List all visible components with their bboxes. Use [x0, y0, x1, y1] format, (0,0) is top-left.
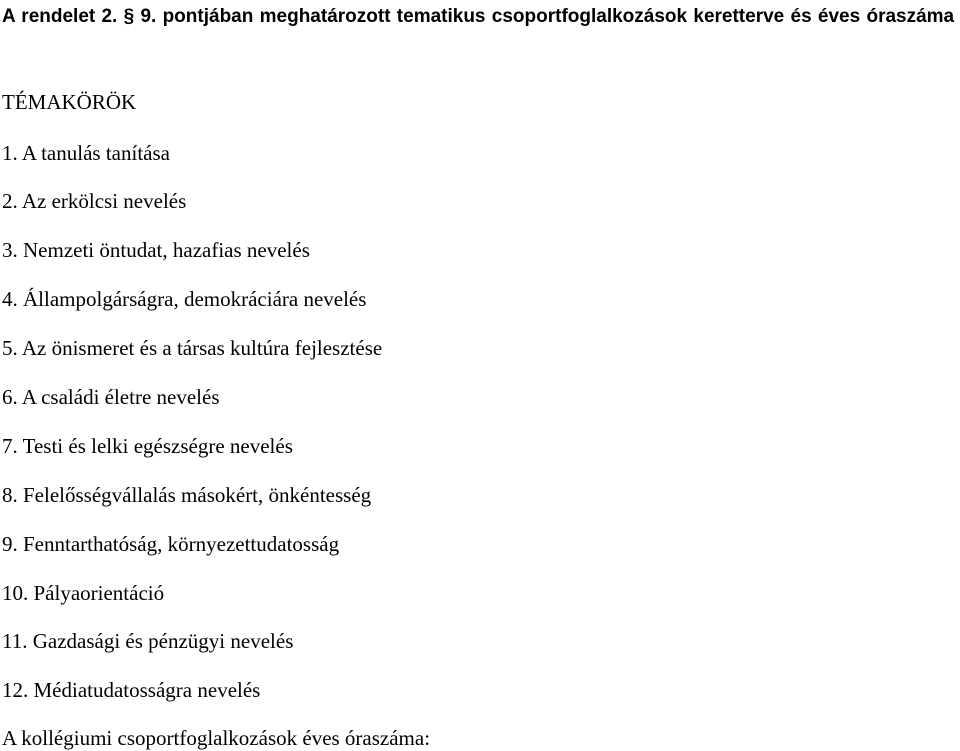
- topic-item: 10. Pályaorientáció: [2, 581, 165, 605]
- topic-item: 6. A családi életre nevelés: [2, 385, 220, 409]
- topic-item: 5. Az önismeret és a társas kultúra fejlesztése: [2, 336, 383, 360]
- topic-item: 9. Fenntarthatóság, környezettudatosság: [2, 532, 340, 556]
- document-heading: A rendelet 2. § 9. pontjában meghatározott tematikus csoportfoglalkozások keretterve és éves óraszáma: [2, 6, 955, 27]
- topic-item: 2. Az erkölcsi nevelés: [2, 189, 187, 213]
- topics-title: TÉMAKÖRÖK: [2, 90, 137, 114]
- topic-item: 7. Testi és lelki egészségre nevelés: [2, 434, 293, 458]
- topic-item: 1. A tanulás tanítása: [2, 141, 170, 165]
- topic-item: 8. Felelősségvállalás másokért, önkéntesség: [2, 483, 372, 507]
- topic-item: 12. Médiatudatosságra nevelés: [2, 678, 261, 702]
- annual-hours-label: A kollégiumi csoportfoglalkozások éves óraszáma:: [2, 726, 431, 750]
- topic-item: 4. Állampolgárságra, demokráciára nevelés: [2, 287, 367, 311]
- topic-item: 11. Gazdasági és pénzügyi nevelés: [2, 629, 294, 653]
- topic-item: 3. Nemzeti öntudat, hazafias nevelés: [2, 238, 310, 262]
